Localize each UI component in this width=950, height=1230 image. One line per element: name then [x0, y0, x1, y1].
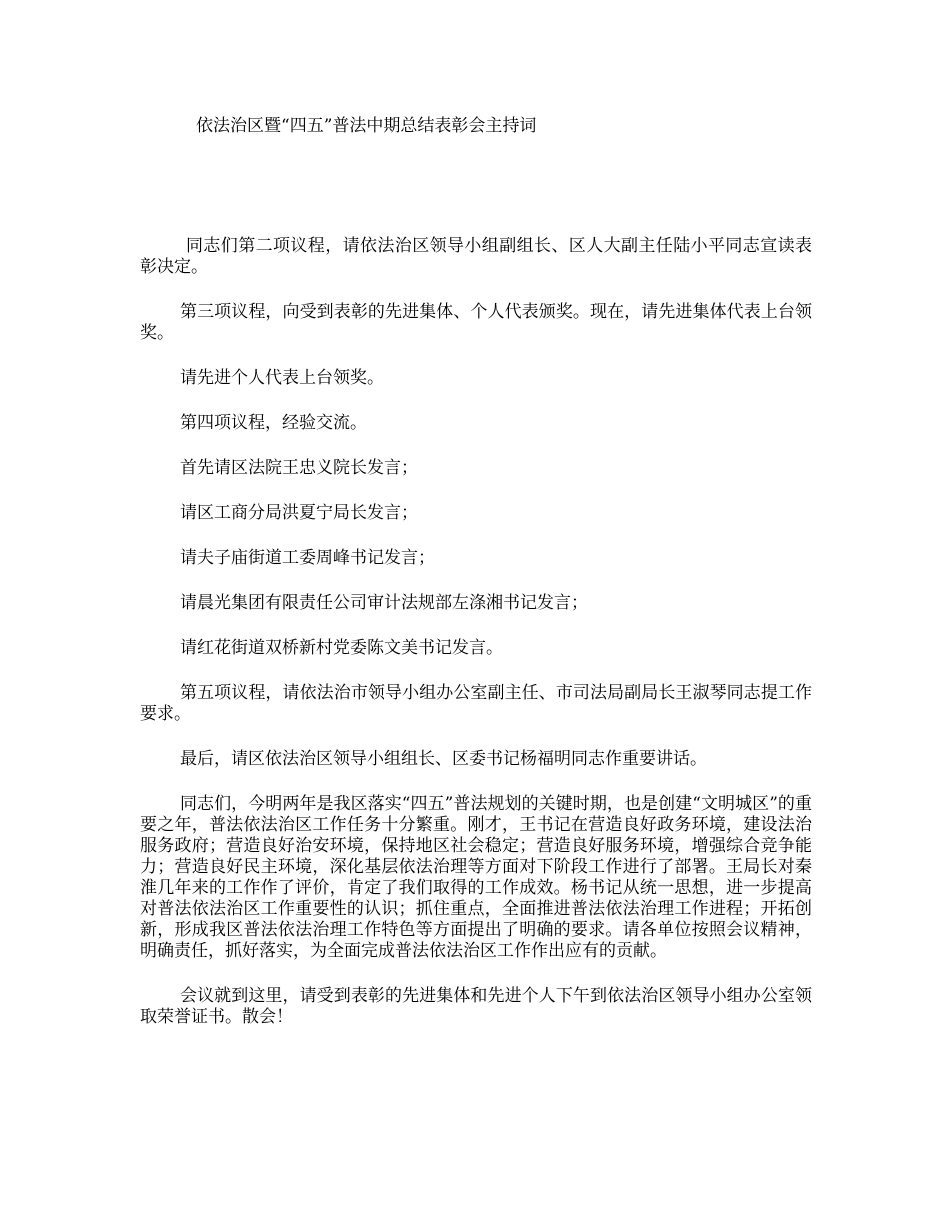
paragraph-agenda-item-3: 第三项议程，向受到表彰的先进集体、个人代表颁奖。现在，请先进集体代表上台领奖。 — [140, 302, 812, 343]
paragraph-agenda-item-2: 同志们第二项议程，请依法治区领导小组副组长、区人大副主任陆小平同志宣读表彰决定。 — [140, 236, 812, 277]
paragraph-final-speech: 最后，请区依法治区领导小组组长、区委书记杨福明同志作重要讲话。 — [180, 749, 707, 769]
paragraph-speaker-5: 请红花街道双桥新村党委陈文美书记发言。 — [180, 638, 503, 658]
paragraph-individual-awards: 请先进个人代表上台领奖。 — [180, 368, 384, 388]
paragraph-speaker-1: 首先请区法院王忠义院长发言； — [180, 458, 418, 478]
paragraph-summary: 同志们，今明两年是我区落实“四五”普法规划的关键时期，也是创建“文明城区”的重要之年，普法依法治区工作任务十分繁重。刚才，王书记在营造良好政务环境，建设法治服务政府；营造良好治安环境，保持地区社会稳定；营造良好服务环境，增强综合竞争能力；营造良好民主环境，深化基层依法治理等方面对下阶段工作进行了部署。王局长对秦淮几年来的工作作了评价，肯定了我们取得的工作成效。杨书记从统一思想，进一步提高对普法依法治区工作重要性的认识；抓住重点，全面推进普法依法治理工作进程；开拓创新，形成我区普法依法治理工作特色等方面提出了明确的要求。请各单位按照会议精神，明确责任，抓好落实，为全面完成普法依法治区工作作出应有的贡献。 — [140, 794, 812, 961]
paragraph-agenda-item-4: 第四项议程，经验交流。 — [180, 413, 367, 433]
paragraph-agenda-item-5: 第五项议程，请依法治市领导小组办公室副主任、市司法局副局长王淑琴同志提工作要求。 — [140, 683, 812, 724]
paragraph-closing: 会议就到这里，请受到表彰的先进集体和先进个人下午到依法治区领导小组办公室领取荣誉证书。散会！ — [140, 986, 812, 1027]
document-body — [140, 236, 812, 1052]
document-title: 依法治区暨“四五”普法中期总结表彰会主持词 — [196, 116, 537, 136]
paragraph-speaker-4: 请晨光集团有限责任公司审计法规部左涤湘书记发言； — [180, 593, 588, 613]
paragraph-speaker-2: 请区工商分局洪夏宁局长发言； — [180, 503, 418, 523]
paragraph-speaker-3: 请夫子庙街道工委周峰书记发言； — [180, 548, 435, 568]
